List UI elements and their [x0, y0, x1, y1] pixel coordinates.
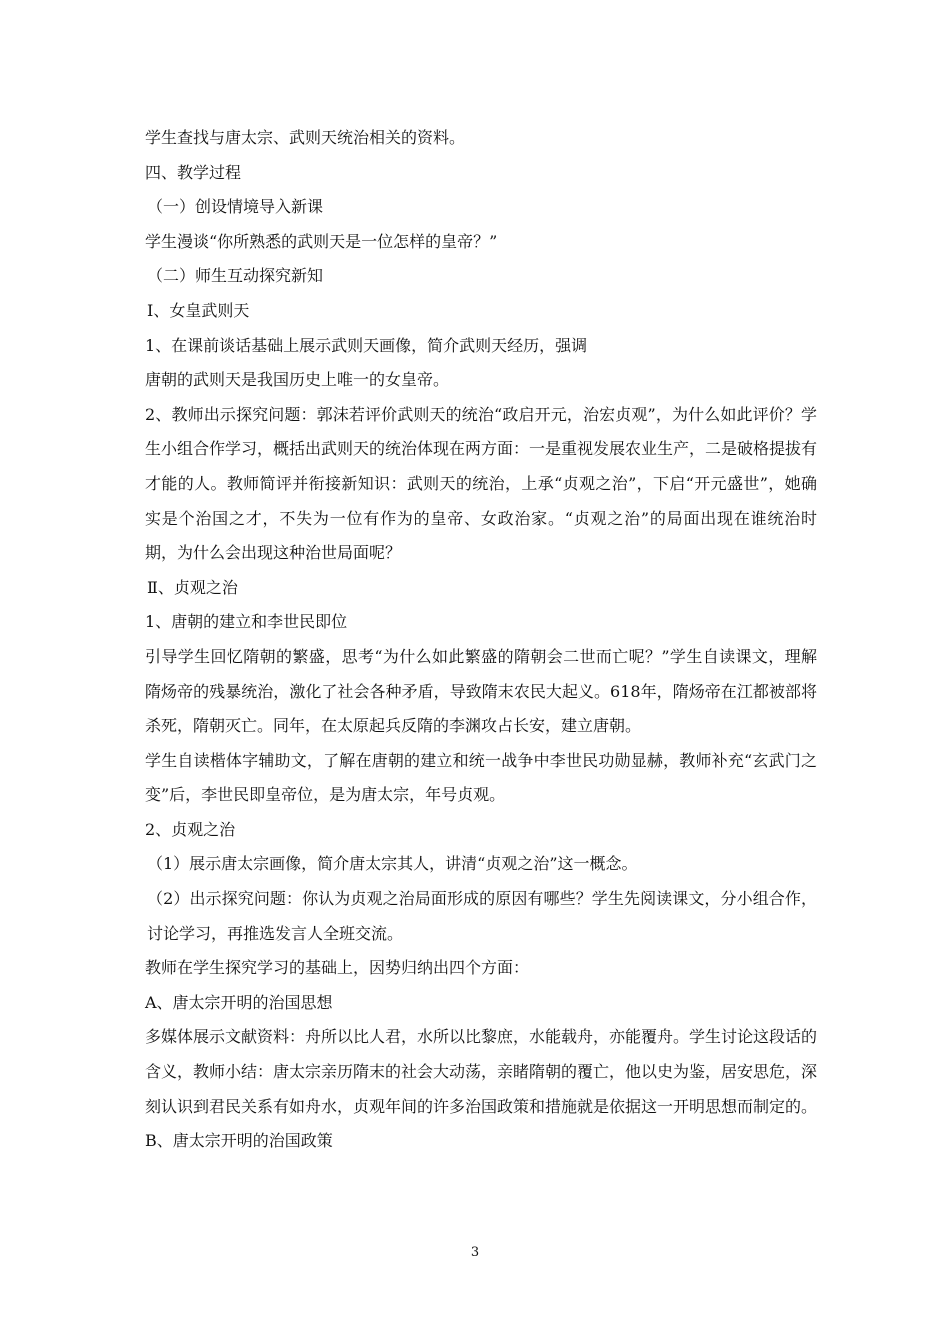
heading-tang-founding: 1、唐朝的建立和李世民即位: [145, 612, 348, 632]
heading-teaching-process: 四、教学过程: [145, 162, 242, 182]
paragraph-materials: 学生查找与唐太宗、武则天统治相关的资料。: [145, 128, 466, 147]
paragraph-sui-fall: 引导学生回忆隋朝的繁盛，思考“为什么如此繁盛的隋朝会二世而亡呢？”学生自读课文，理解隋炀帝的残暴统治，激化了社会各种矛盾，导致隋末农民大起义。618年，隋炀帝在江都被部将杀死，隋朝灭亡。同年，在太原起兵反隋的李渊攻占长安，建立唐朝。: [145, 646, 817, 736]
heading-zhenguan: Ⅱ、贞观之治: [147, 577, 238, 597]
paragraph-four-aspects: 教师在学生探究学习的基础上，因势归纳出四个方面：: [145, 958, 530, 978]
paragraph-wu-evaluation: 2、教师出示探究问题：郭沫若评价武则天的统治“政启开元，治宏贞观”，为什么如此评价？学生小组合作学习，概括出武则天的统治体现在两方面：一是重视发展农业生产，二是破格提拔有才能的人。教师简评并衔接新知识：武则天的统治，上承“贞观之治”，下启“开元盛世”，她确实是个治国之才，不失为一位有作为的皇帝、女政治家。“贞观之治”的局面出现在谁统治时期，为什么会出现这种治世局面呢？: [145, 404, 818, 563]
heading-intro: （一）创设情境导入新课: [147, 197, 324, 217]
heading-explore: （二）师生互动探究新知: [147, 266, 324, 286]
paragraph-inquiry-question: （2）出示探究问题：你认为贞观之治局面形成的原因有哪些？学生先阅读课文，分小组合作，讨论学习，再推选发言人全班交流。: [147, 889, 817, 943]
page-number: 3: [470, 1245, 480, 1260]
paragraph-student-chat: 学生漫谈“你所熟悉的武则天是一位怎样的皇帝？”: [145, 231, 498, 251]
heading-wu-zetian: Ⅰ、女皇武则天: [147, 300, 250, 320]
heading-governing-policy: B、唐太宗开明的治国政策: [145, 1131, 333, 1151]
paragraph-li-shimin: 学生自读楷体字辅助文，了解在唐朝的建立和统一战争中李世民功勋显赫，教师补充“玄武门之变”后，李世民即皇帝位，是为唐太宗，年号贞观。: [145, 750, 817, 805]
heading-zhenguan-rule: 2、贞观之治: [145, 819, 236, 839]
paragraph-wu-only-empress: 唐朝的武则天是我国历史上唯一的女皇帝。: [145, 370, 450, 390]
document-body: [145, 121, 817, 1159]
paragraph-boat-water: 多媒体展示文献资料：舟所以比人君，水所以比黎庶，水能载舟，亦能覆舟。学生讨论这段话的含义，教师小结：唐太宗亲历隋末的社会大动荡，亲睹隋朝的覆亡，他以史为鉴，居安思危，深刻认识到君民关系有如舟水，贞观年间的许多治国政策和措施就是依据这一开明思想而制定的。: [145, 1027, 818, 1116]
paragraph-wu-intro: 1、在课前谈话基础上展示武则天画像，简介武则天经历，强调: [145, 335, 588, 355]
heading-governing-thought: A、唐太宗开明的治国思想: [145, 992, 333, 1012]
paragraph-taizong-portrait: （1）展示唐太宗画像，简介唐太宗其人，讲清“贞观之治”这一概念。: [147, 854, 638, 874]
